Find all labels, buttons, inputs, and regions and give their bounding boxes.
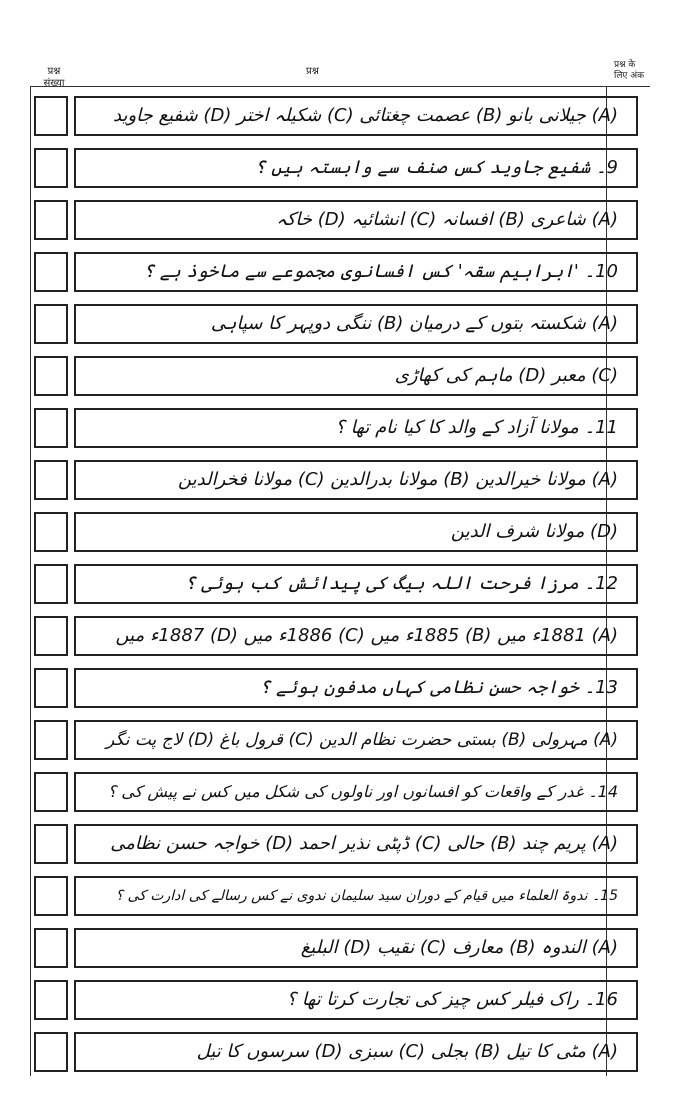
answer-row bbox=[34, 408, 618, 450]
answer-line: 13۔ خواجہ حسن نظامی کہاں مدفون ہوئے ؟ bbox=[74, 668, 638, 708]
answer-line: (A) شکستہ بتوں کے درمیان (B) ننگی دوپہر کا سپاہی bbox=[74, 304, 638, 344]
column-header-question: प्रश्न bbox=[306, 66, 319, 77]
question-number-box bbox=[34, 148, 68, 188]
answer-row bbox=[34, 980, 618, 1022]
question-number-box bbox=[34, 1032, 68, 1072]
answer-line: (A) 1881ء میں (B) 1885ء میں (C) 1886ء میں (D) 1887ء میں bbox=[74, 616, 638, 656]
answer-line: (C) معبر (D) ماہم کی کھاڑی bbox=[74, 356, 638, 396]
answer-line: 14۔ غدر کے واقعات کو افسانوں اور ناولوں کی شکل میں کس نے پیش کی ؟ bbox=[74, 772, 638, 812]
answer-row bbox=[34, 252, 618, 294]
question-number-box bbox=[34, 824, 68, 864]
question-number-box bbox=[34, 460, 68, 500]
answer-row bbox=[34, 148, 618, 190]
answer-line: (D) مولانا شرف الدین bbox=[74, 512, 638, 552]
question-number-box bbox=[34, 720, 68, 760]
question-number-box bbox=[34, 928, 68, 968]
question-number-box bbox=[34, 200, 68, 240]
answer-row bbox=[34, 824, 618, 866]
question-number-box bbox=[34, 980, 68, 1020]
answer-row bbox=[34, 512, 618, 554]
answer-line: 12۔ مرزا فرحت اللہ بیگ کی پیدائش کب ہوئی ؟ bbox=[74, 564, 638, 604]
answer-line: 15۔ ندوۃ العلماء میں قیام کے دوران سید سلیمان ندوی نے کس رسالے کی ادارت کی ؟ bbox=[74, 876, 638, 916]
answer-row bbox=[34, 720, 618, 762]
answer-row bbox=[34, 304, 618, 346]
answer-row bbox=[34, 876, 618, 918]
question-number-box bbox=[34, 616, 68, 656]
question-number-box bbox=[34, 408, 68, 448]
answer-line: 9۔ شفیع جاوید کس صنف سے وابستہ ہیں ؟ bbox=[74, 148, 638, 188]
answer-row bbox=[34, 356, 618, 398]
answer-line: 16۔ راک فیلر کس چیز کی تجارت کرتا تھا ؟ bbox=[74, 980, 638, 1020]
answer-line: 11۔ مولانا آزاد کے والد کا کیا نام تھا ؟ bbox=[74, 408, 638, 448]
question-number-box bbox=[34, 356, 68, 396]
answer-line: (A) مولانا خیرالدین (B) مولانا بدرالدین (C) مولانا فخرالدین bbox=[74, 460, 638, 500]
answer-row bbox=[34, 668, 618, 710]
left-margin-line bbox=[30, 86, 31, 1076]
question-number-box bbox=[34, 668, 68, 708]
answer-row bbox=[34, 1032, 618, 1074]
question-number-box bbox=[34, 564, 68, 604]
question-number-box bbox=[34, 876, 68, 916]
answer-row bbox=[34, 772, 618, 814]
answer-line: (A) مہرولی (B) بستی حضرت نظام الدین (C) قرول باغ (D) لاج پت نگر bbox=[74, 720, 638, 760]
header-rule bbox=[30, 86, 650, 87]
answer-row bbox=[34, 928, 618, 970]
answer-line: (A) مٹی کا تیل (B) بجلی (C) سبزی (D) سرسوں کا تیل bbox=[74, 1032, 638, 1072]
question-number-box bbox=[34, 252, 68, 292]
answer-row bbox=[34, 460, 618, 502]
column-header-marks: प्रश्न के लिए अंक bbox=[614, 60, 645, 81]
answer-line: 10۔ 'ابراہیم سقہ' کس افسانوی مجموعے سے ماخوذ ہے ؟ bbox=[74, 252, 638, 292]
question-number-box bbox=[34, 304, 68, 344]
answer-row bbox=[34, 616, 618, 658]
answer-row bbox=[34, 96, 618, 138]
answer-row bbox=[34, 564, 618, 606]
answer-line: (A) شاعری (B) افسانہ (C) انشائیہ (D) خاکہ bbox=[74, 200, 638, 240]
answer-line: (A) جیلانی بانو (B) عصمت چغتائی (C) شکیلہ اختر (D) شفیع جاوید bbox=[74, 96, 638, 136]
answer-row bbox=[34, 200, 618, 242]
column-header-question-number: प्रश्न संख्या bbox=[43, 66, 65, 89]
question-number-box bbox=[34, 772, 68, 812]
answer-line: (A) الندوہ (B) معارف (C) نقیب (D) البلیغ bbox=[74, 928, 638, 968]
question-number-box bbox=[34, 512, 68, 552]
question-number-box bbox=[34, 96, 68, 136]
answer-line: (A) پریم چند (B) حالی (C) ڈپٹی نذیر احمد (D) خواجہ حسن نظامی bbox=[74, 824, 638, 864]
